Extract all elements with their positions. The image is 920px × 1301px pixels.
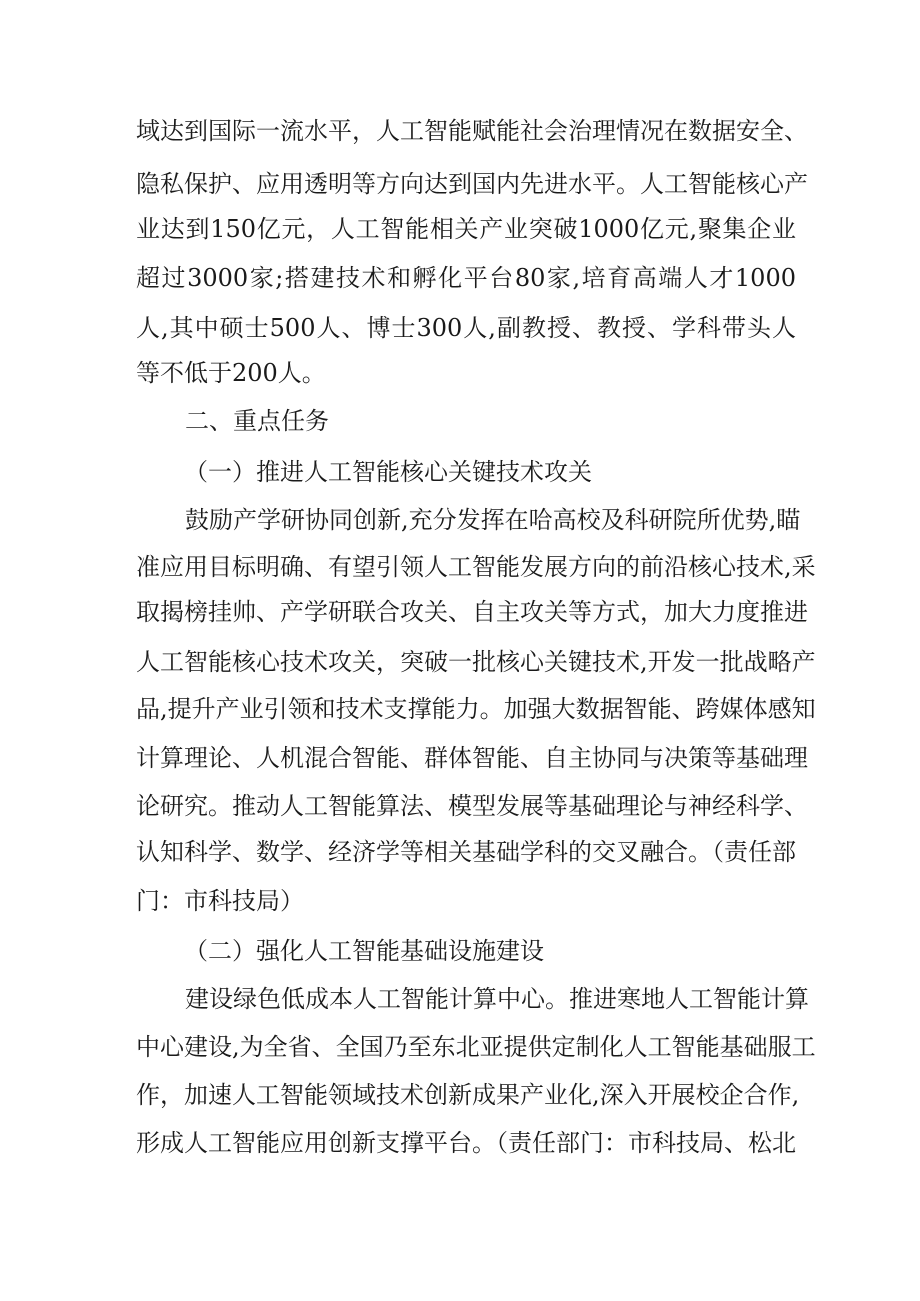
paragraph-line: 建设绿色低成本人工智能计算中心。推进寒地人工智能计算	[185, 985, 809, 1013]
paragraph-line: 超过3000家;搭建技术和孵化平台80家,培育高端人才1000	[136, 264, 796, 292]
subsection-title: （一）推进人工智能核心关键技术攻关	[184, 458, 592, 486]
paragraph-line: 中心建设,为全省、全国乃至东北亚提供定制化人工智能基础服工	[136, 1033, 816, 1061]
paragraph-line: 品,提升产业引领和技术支撑能力。加强大数据智能、跨媒体感知	[136, 695, 816, 723]
paragraph-line: 人,其中硕士500人、博士300人,副教授、教授、学科带头人	[136, 314, 796, 342]
paragraph-line: 准应用目标明确、有望引领人工智能发展方向的前沿核心技术,采	[136, 553, 816, 581]
paragraph-line: 域达到国际一流水平，人工智能赋能社会治理情况在数据安全、	[136, 117, 808, 145]
paragraph-line: 计算理论、人机混合智能、群体智能、自主协同与决策等基础理	[136, 744, 808, 772]
subsection-title: （二）强化人工智能基础设施建设	[184, 937, 544, 965]
paragraph-line: 等不低于200人。	[136, 359, 326, 387]
paragraph-line: 认知科学、数学、经济学等相关基础学科的交叉融合。（责任部	[136, 838, 796, 866]
paragraph-line: 取揭榜挂帅、产学研联合攻关、自主攻关等方式，加大力度推进	[136, 598, 808, 626]
section-heading: 二、重点任务	[185, 407, 329, 435]
paragraph-line: 业达到150亿元，人工智能相关产业突破1000亿元,聚集企业	[136, 215, 796, 243]
paragraph-line: 人工智能核心技术攻关，突破一批核心关键技术,开发一批战略产	[136, 648, 816, 676]
paragraph-line: 门：市科技局）	[136, 887, 304, 915]
paragraph-line: 论研究。推动人工智能算法、模型发展等基础理论与神经科学、	[136, 792, 808, 820]
paragraph-line: 作，加速人工智能领域技术创新成果产业化,深入开展校企合作,	[136, 1081, 800, 1109]
paragraph-line: 形成人工智能应用创新支撑平台。（责任部门：市科技局、松北	[136, 1129, 796, 1157]
paragraph-line: 鼓励产学研协同创新,充分发挥在哈高校及科研院所优势,瞄	[185, 506, 801, 534]
paragraph-line: 隐私保护、应用透明等方向达到国内先进水平。人工智能核心产	[136, 170, 808, 198]
